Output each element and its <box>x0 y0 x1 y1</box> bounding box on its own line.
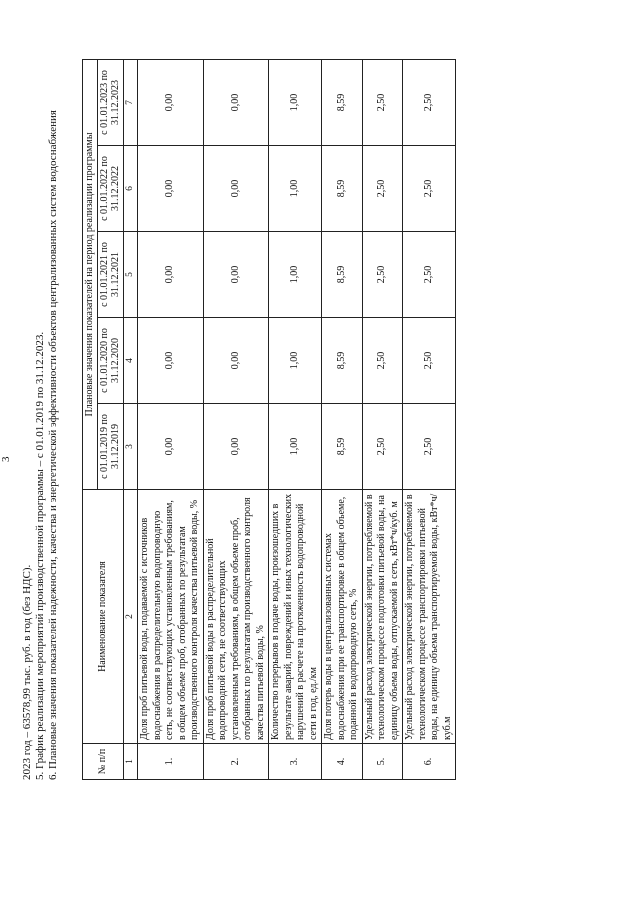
rotated-content <box>0 50 553 860</box>
row-number: 5. <box>362 744 403 780</box>
row-value: 0,00 <box>138 59 204 145</box>
period-header: с 01.01.2019 по 31.12.2019 <box>97 404 123 490</box>
row-name: Количество перерывов в подаче воды, произошедших в результате аварий, повреждений и иных технологических нарушений в расчете на протяженность водопроводной сети в год, ед./км <box>269 490 322 744</box>
row-value: 0,00 <box>203 404 269 490</box>
row-value: 0,00 <box>203 146 269 232</box>
row-value: 1,00 <box>269 59 322 145</box>
row-value: 2,50 <box>403 404 456 490</box>
row-value: 0,00 <box>203 318 269 404</box>
row-name: Доля проб питьевой воды, подаваемой с источников водоснабжения в распределительную водопроводную сеть, не соответствующих установленным требованиям, в общем объеме проб, отобранных по результатам производственного контроля качества питьевой воды, % <box>138 490 204 744</box>
row-value: 0,00 <box>138 318 204 404</box>
period-header: с 01.01.2020 по 31.12.2020 <box>97 318 123 404</box>
table-row <box>269 59 322 779</box>
row-name: Доля потерь воды в централизованных системах водоснабжения при ее транспортировке в общем объеме, поданной в водопроводную сеть, % <box>322 490 363 744</box>
row-number: 3. <box>269 744 322 780</box>
row-value: 8,59 <box>322 59 363 145</box>
row-value: 2,50 <box>403 146 456 232</box>
indicators-heading-text: 6. Плановые значения показателей надежности, качества и энергетической эффективности объектов централизованных систем водоснабжения <box>47 110 59 780</box>
row-value: 1,00 <box>269 146 322 232</box>
row-name: Удельный расход электрической энергии, потребляемой в технологическом процессе подготовки питьевой воды, на единицу объема воды, отпускаемой в сеть, кВт*ч/куб. м <box>362 490 403 744</box>
row-value: 8,59 <box>322 318 363 404</box>
row-value: 8,59 <box>322 146 363 232</box>
row-name: Удельный расход электрической энергии, потребляемой в технологическом процессе транспортировки питьевой воды, на единицу объема транспортируемой воды, кВт*ч/куб.м <box>403 490 456 744</box>
header-group: Плановые значения показателей на период реализации программы <box>83 59 98 489</box>
row-value: 2,50 <box>362 232 403 318</box>
row-value: 0,00 <box>138 404 204 490</box>
schedule-line: 5. График реализации мероприятий производственной программы – с 01.01.2019 по 31.12.2023. <box>34 331 46 780</box>
row-number: 2. <box>203 744 269 780</box>
column-index: 5 <box>123 232 138 318</box>
row-value: 0,00 <box>203 59 269 145</box>
column-index: 7 <box>123 59 138 145</box>
row-value: 2,50 <box>362 146 403 232</box>
table-row <box>138 59 204 779</box>
row-value: 2,50 <box>362 404 403 490</box>
row-value: 1,00 <box>269 318 322 404</box>
table-header-row <box>83 59 98 779</box>
row-value: 2,50 <box>362 59 403 145</box>
header-number: № п/п <box>83 744 124 780</box>
period-header: с 01.01.2023 по 31.12.2023 <box>97 59 123 145</box>
row-value: 0,00 <box>138 232 204 318</box>
table-row <box>322 59 363 779</box>
row-name: Доля проб питьевой воды в распределительной водопроводной сети, не соответствующих установленным требованиям, в общем объеме проб, отобранных по результатам производственного контроля качества питьевой воды, % <box>203 490 269 744</box>
table-row <box>362 59 403 779</box>
table-row <box>203 59 269 779</box>
column-index: 1 <box>123 744 138 780</box>
column-index: 4 <box>123 318 138 404</box>
period-header: с 01.01.2022 по 31.12.2022 <box>97 146 123 232</box>
row-value: 8,59 <box>322 232 363 318</box>
row-value: 8,59 <box>322 404 363 490</box>
row-value: 2,50 <box>403 232 456 318</box>
row-value: 0,00 <box>138 146 204 232</box>
row-value: 1,00 <box>269 404 322 490</box>
column-index: 3 <box>123 404 138 490</box>
row-number: 4. <box>322 744 363 780</box>
price-line: 2023 год – 63578,99 тыс. руб. в год (без НДС). <box>21 564 33 780</box>
row-value: 2,50 <box>403 318 456 404</box>
indicators-table <box>82 59 456 780</box>
column-index-row <box>123 59 138 779</box>
row-number: 1. <box>138 744 204 780</box>
header-name: Наименование показателя <box>83 490 124 744</box>
row-value: 1,00 <box>269 232 322 318</box>
row-value: 2,50 <box>362 318 403 404</box>
column-index: 6 <box>123 146 138 232</box>
column-index: 2 <box>123 490 138 744</box>
page-number: 3 <box>0 456 12 462</box>
period-header: с 01.01.2021 по 31.12.2021 <box>97 232 123 318</box>
row-value: 0,00 <box>203 232 269 318</box>
row-value: 2,50 <box>403 59 456 145</box>
table-row <box>403 59 456 779</box>
indicators-heading <box>47 80 61 780</box>
row-number: 6. <box>403 744 456 780</box>
